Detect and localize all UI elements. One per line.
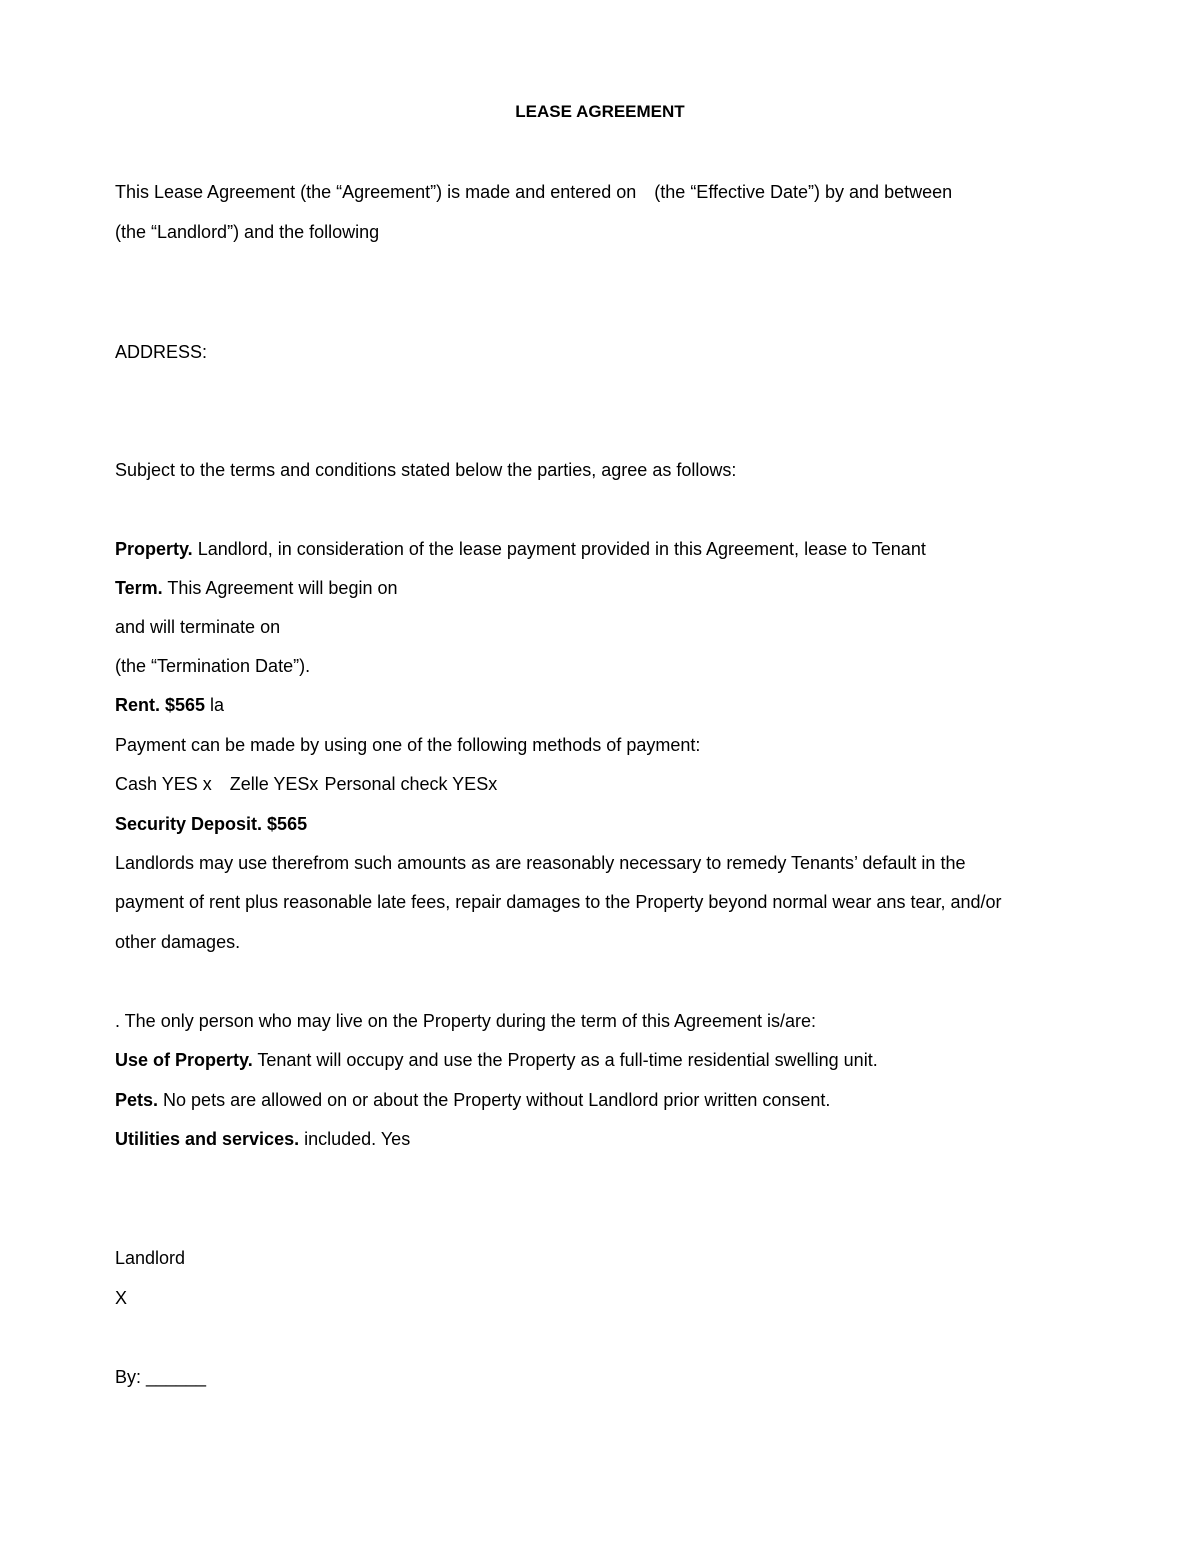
security-deposit-clause: [115, 813, 307, 835]
intro-line-2: (the “Landlord”) and the following: [115, 222, 380, 242]
security-deposit-label: Security Deposit.: [115, 814, 263, 834]
intro-text-part2: (the “Effective Date”) by and between: [654, 182, 953, 202]
payment-option-zelle: Zelle YESx: [229, 774, 319, 794]
pets-label: Pets.: [115, 1090, 159, 1110]
pets-text: No pets are allowed on or about the Property without Landlord prior written consent.: [158, 1090, 831, 1110]
payment-option-check: Personal check YESx: [324, 774, 498, 794]
payment-methods-text: Payment can be made by using one of the following methods of payment:: [115, 735, 701, 755]
landlord-label: Landlord: [115, 1248, 186, 1268]
deposit-text-line-2: payment of rent plus reasonable late fees, repair damages to the Property beyond normal wear ans tear, and/or: [115, 892, 1002, 912]
document-title: LEASE AGREEMENT: [515, 102, 685, 121]
intro-line-1: [115, 181, 952, 203]
use-of-property-clause: [115, 1049, 878, 1071]
utilities-text: included. Yes: [299, 1129, 411, 1149]
term-line-3: (the “Termination Date”).: [115, 656, 311, 676]
address-label: ADDRESS:: [115, 342, 208, 362]
subject-line: Subject to the terms and conditions stated below the parties, agree as follows:: [115, 460, 737, 480]
payment-option-cash: Cash YES x: [115, 774, 212, 794]
use-of-property-label: Use of Property.: [115, 1050, 253, 1070]
utilities-label: Utilities and services.: [115, 1129, 300, 1149]
by-signature-line: By: ______: [115, 1367, 207, 1387]
term-line-2: and will terminate on: [115, 617, 281, 637]
signature-x-mark: X: [115, 1288, 128, 1308]
rent-clause: [115, 694, 224, 716]
rent-amount: $565: [160, 695, 206, 715]
intro-text-part1: This Lease Agreement (the “Agreement”) is made and entered on: [115, 182, 637, 202]
utilities-clause: [115, 1128, 410, 1150]
deposit-text-line-3: other damages.: [115, 932, 241, 952]
security-deposit-amount: $565: [262, 814, 308, 834]
term-label: Term.: [115, 578, 163, 598]
rent-suffix: la: [205, 695, 225, 715]
property-label: Property.: [115, 539, 193, 559]
property-clause: [115, 538, 926, 560]
pets-clause: [115, 1089, 830, 1111]
occupants-text: . The only person who may live on the Property during the term of this Agreement is/are:: [115, 1011, 817, 1031]
use-of-property-text: Tenant will occupy and use the Property as a full-time residential swelling unit.: [252, 1050, 878, 1070]
rent-label: Rent.: [115, 695, 160, 715]
term-clause: [115, 577, 398, 599]
property-text: Landlord, in consideration of the lease payment provided in this Agreement, lease to Tenant: [192, 539, 926, 559]
term-text: This Agreement will begin on: [162, 578, 398, 598]
deposit-text-line-1: Landlords may use therefrom such amounts as are reasonably necessary to remedy Tenants’ default in the: [115, 853, 966, 873]
payment-options: [115, 773, 497, 795]
